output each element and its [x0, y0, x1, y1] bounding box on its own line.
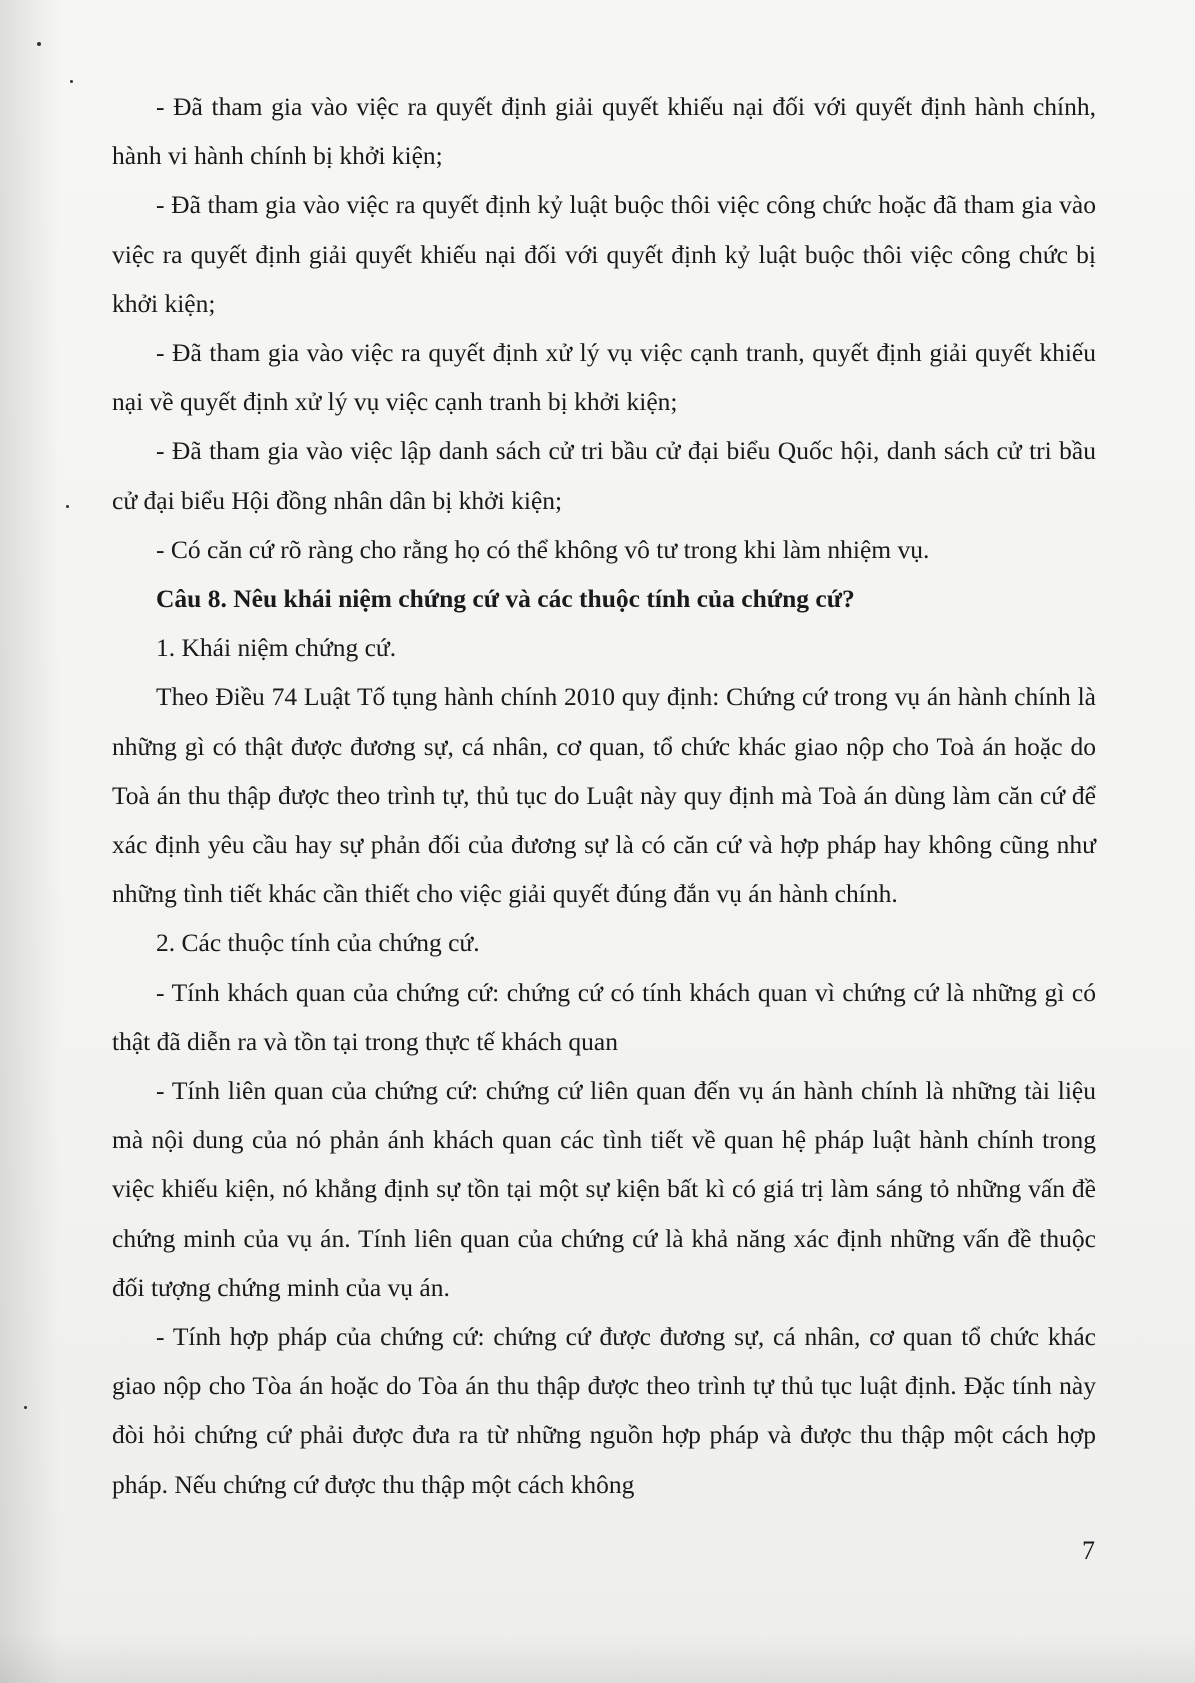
paragraph-complaint-decision: - Đã tham gia vào việc ra quyết định giải quyết khiếu nại đối với quyết định hành chính, hành vi hành chính bị khởi kiện;: [112, 92, 1096, 171]
document-body: [112, 82, 1096, 1509]
paragraph-voter-list: - Đã tham gia vào việc lập danh sách cử tri bầu cử đại biểu Quốc hội, danh sách cử tri bầu cử đại biểu Hội đồng nhân dân bị khởi kiện;: [112, 436, 1096, 515]
paragraph-relevance: - Tính liên quan của chứng cứ: chứng cứ liên quan đến vụ án hành chính là những tài liệu mà nội dung của nó phản ánh khách quan các tình tiết về quan hệ pháp luật hành chính trong việc khiếu kiện, nó khẳng định sự tồn tại một sự kiện bất kì có giá trị làm sáng tỏ những vấn đề chứng minh của vụ án. Tính liên quan của chứng cứ là khả năng xác định những vấn đề thuộc đối tượng chứng minh của vụ án.: [112, 1076, 1096, 1302]
question-heading: Câu 8. Nêu khái niệm chứng cứ và các thuộc tính của chứng cứ?: [156, 584, 855, 614]
section-title: 1. Khái niệm chứng cứ.: [156, 633, 397, 663]
paragraph-objectivity: - Tính khách quan của chứng cứ: chứng cứ có tính khách quan vì chứng cứ là những gì có thật đã diễn ra và tồn tại trong thực tế khách quan: [112, 977, 1096, 1056]
scan-speck: [37, 42, 41, 46]
paragraph-impartiality: - Có căn cứ rõ ràng cho rằng họ có thể không vô tư trong khi làm nhiệm vụ.: [156, 534, 930, 564]
paragraph-evidence-definition: Theo Điều 74 Luật Tố tụng hành chính 2010 quy định: Chứng cứ trong vụ án hành chính là những gì có thật được đương sự, cá nhân, cơ quan, tổ chức khác giao nộp cho Toà án hoặc do Toà án thu thập được theo trình tự, thủ tục do Luật này quy định mà Toà án dùng làm căn cứ để xác định yêu cầu hay sự phản đối của đương sự là có căn cứ và hợp pháp hay không cũng như những tình tiết khác cần thiết cho việc giải quyết đúng đắn vụ án hành chính.: [112, 682, 1096, 909]
page-number: 7: [1082, 1536, 1095, 1565]
binding-shadow: [0, 0, 60, 1683]
scan-speck: [70, 80, 73, 83]
paragraph-legality: - Tính hợp pháp của chứng cứ: chứng cứ được đương sự, cá nhân, cơ quan tổ chức khác giao nộp cho Tòa án hoặc do Tòa án thu thập được theo trình tự thủ tục luật định. Đặc tính này đòi hỏi chứng cứ phải được đưa ra từ những nguồn hợp pháp và được thu thập một cách hợp pháp. Nếu chứng cứ được thu thập một cách không: [112, 1322, 1096, 1499]
paragraph-dismissal-decision: - Đã tham gia vào việc ra quyết định kỷ luật buộc thôi việc công chức hoặc đã tham gia vào việc ra quyết định giải quyết khiếu nại đối với quyết định kỷ luật buộc thôi việc công chức bị khởi kiện;: [112, 190, 1096, 318]
scan-speck: [24, 1406, 27, 1409]
section-title: 2. Các thuộc tính của chứng cứ.: [156, 928, 480, 958]
paragraph-competition-decision: - Đã tham gia vào việc ra quyết định xử lý vụ việc cạnh tranh, quyết định giải quyết khiếu nại về quyết định xử lý vụ việc cạnh tranh bị khởi kiện;: [112, 338, 1096, 417]
scan-speck: [66, 505, 69, 508]
bottom-shadow: [0, 1633, 1195, 1683]
